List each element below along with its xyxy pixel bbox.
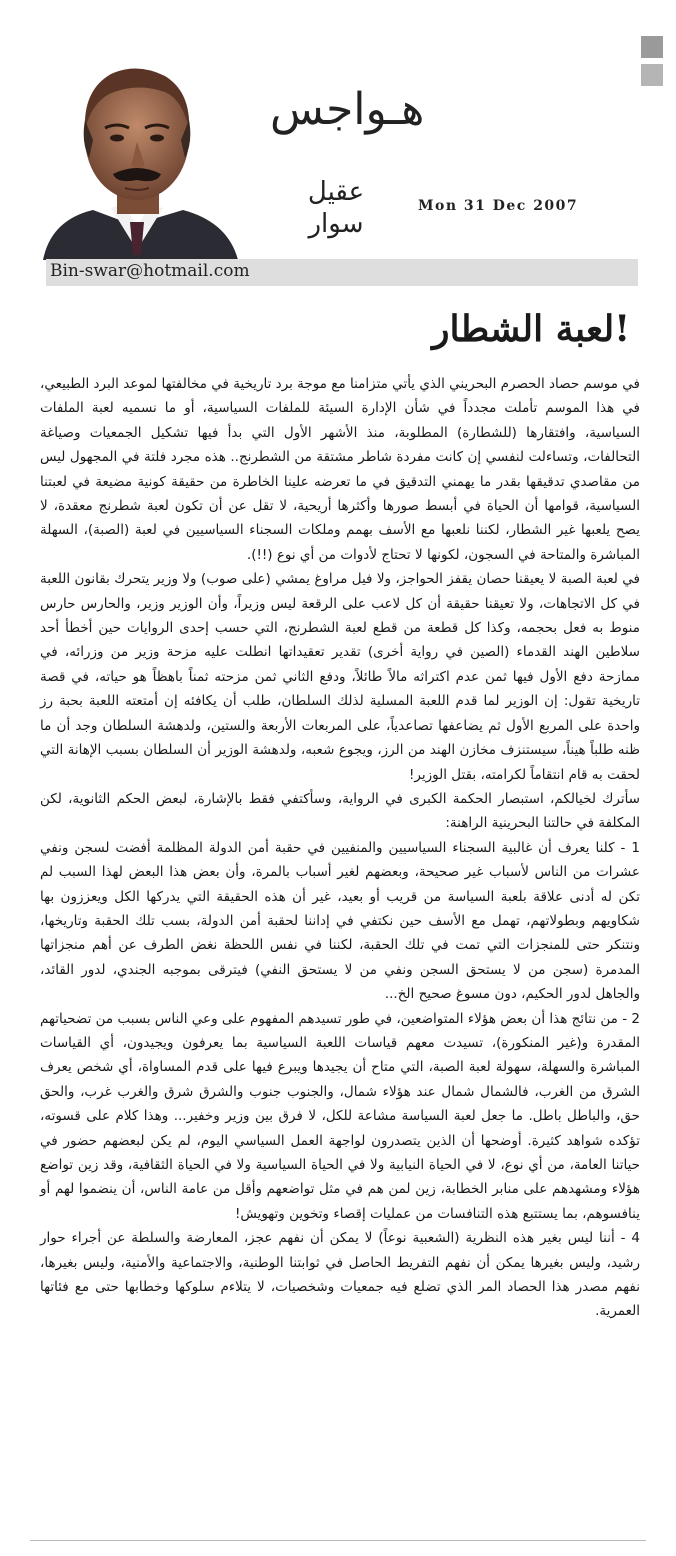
article-body: [40, 372, 640, 1324]
article-paragraph: في لعبة الصبة لا يعيقنا حصان يقفز الحواجز، ولا فيل مراوغ يمشي (على صوب) ولا وزير يتحرك بقانون اللعبة في كل الاتجاهات، ولا تعيقنا حقيقة أن كل لاعب على الرقعة ليس وزيراً، وأن الوزير وزير، والحارس حارس منوط به فعل بحجمه، وكذا كل قطعة من قطع لعبة الشطرنج، التي حسب إحدى الروايات حين أخطأ أحد سلاطين الهند القدماء (الصين في رواية أخرى) تقدير تعقيداتها انطلت عليه مزحة وزير من وزرائه، في ممازحة دفع الأول فيها ثمن عدم اكتراثه مالاً طائلاً، ودفع الثاني ثمن مزحته ثمناً باهظاً هو حياته، في قصة تاريخية تقول: إن الوزير لما قدم اللعبة المسلية لذلك السلطان، طلب أن يكافئه إن أمتعته اللعبة بحبة رز واحدة على المربع الأول ثم يضاعفها تصاعدياً، على المربعات الأربعة والستين، ولدهشة السلطان وجد أن ما ظنه طلباً هيناً، سيستنزف مخازن الهند من الرز، ويجوع شعبه، ولدهشة الوزير أن السلطان بسبب الإهانة التي لحقت به قام انتقاماً لكرامته، بقتل الوزير!: [40, 571, 640, 783]
corner-square-top: [641, 36, 663, 58]
author-name: عقيل سوار: [307, 177, 365, 239]
author-photo: [33, 50, 240, 260]
publication-date: Mon 31 Dec 2007: [418, 198, 579, 214]
article-paragraph: 1 - كلنا يعرف أن غالبية السجناء السياسيين والمنفيين في حقبة أمن الدولة المظلمة أفضت لسجن ونفي عشرات من الناس لأسباب غير صحيحة، وبعضهم لغير أسباب بالمرة، وأن بعض هذا البعض لهذا السبب لم تكن له أدنى علاقة بلعبة السياسة من قريب أو بعيد، غير أن هذه الحقيقة التي يدركها الكل ويعززون بها شكاويهم وبطولاتهم، تهمل مع الأسف حين نكتفي في إداننا لحقبة أمن الدولة، بسب تلك الحقبة وتاريخها، ونتنكر حتى للمنجزات التي تمت في تلك الحقبة، لكننا في نفس اللحظة نغض الطرف عن أهم منجزاتها المدمرة (سجن من لا يستحق السجن ونفي من لا يستحق النفي) فيترقى بموجبه الجندي، لدور القائد، والجاهل لدور الحكيم، دون مسوغ صحيح الخ...: [40, 839, 640, 1003]
article-paragraph: 4 - أننا ليس بغير هذه النظرية (الشعبية نوعاً) لا يمكن أن نفهم عجز، المعارضة والسلطة عن أجراء حوار رشيد، وليس بغيرها يمكن أن نفهم التفريط الحاصل في ثوابتنا الوطنية، والاجتماعية والأمنية، وليس بغيرها، نفهم مصدر هذا الحصاد المر الذي تضلع فيه جمعيات وشخصيات، لا يتلاءم سلوكها وخطابها حتى مع فئاتها العمرية.: [40, 1230, 640, 1320]
article-paragraph: سأترك لخيالكم، استبصار الحكمة الكبرى في الرواية، وسأكتفي فقط بالإشارة، لبعض الحكم الثانوية، لكن المكلفة في حالتنا البحرينية الراهنة:: [40, 790, 640, 832]
article-headline: لعبة الشطار!: [432, 308, 630, 350]
bottom-divider: [30, 1540, 646, 1541]
author-email[interactable]: Bin-swar@hotmail.com: [50, 261, 250, 281]
article-paragraph: في موسم حصاد الحصرم البحريني الذي يأتي متزامنا مع موجة برد تاريخية في مخالفتها لموعد البرد الطبيعي، في هذا الموسم تأملت مجدداً في شأن الإدارة السيئة للملفات السياسية، أو ما نسميه لعبة الملفات السياسية، وافتقارها (للشطارة) المطلوبة، منذ الأشهر الأول التي بدأ فيها تشكيل الجمعيات وصياغة التحالفات، وتساءلت لنفسي إن كانت مفردة شاطر مشتقة من الشطرنج.. هذه مجرد فلتة في المجهول ليس من مقاصدي تدقيقها بقدر ما يهمني التدقيق في ما تعرضه علينا الخاطرة من حقيقة كونية مضيعة في لعبتنا السياسية، قوامها أن الحياة في أبسط صورها وأكثرها أريحية، لا تقل عن أن تكون لعبة شطرنج معقدة، لا يصح يلعبها غير الشطار، لكننا نلعبها مع الأسف بهمم وملكات السجناء السياسيين في لعبة (الصبة)، السهلة المباشرة والمتاحة في السجون، لكونها لا تحتاج لأدوات من أي نوع (!!).: [40, 376, 640, 563]
article-paragraph: 2 - من نتائج هذا أن بعض هؤلاء المتواضعين، في طور تسيدهم المفهوم على وعي الناس بسبب من تضحياتهم المقدرة و(غير المنكورة)، تسيدت معهم قياسات اللعبة السياسية بما يعرفون ويجيدون، أي القياسات المباشرة والسهلة، سهولة لعبة الصبة، التي متاح أن يجيدها ويبرع فيها على قدم المساواة، أي شخص يعرف الشرق من الغرب، فالشمال شمال عند هؤلاء شمال، والجنوب جنوب والشرق شرق والغرب غرب، والحق حق، والباطل باطل. ما جعل لعبة السياسة مشاعة للكل، لا فرق بين وزير وخفير... وهذا كلام على قسوته، تؤكده شواهد كثيرة. أوضحها أن الذين يتصدرون لواجهة العمل السياسي اليوم، لم يكن لبعضهم حضور في حياتنا العامة، من أي نوع، لا في الحياة النيابية ولا في الحياة السياسية ولا في الحياة الثقافية، وقد زين تواضع هؤلاء ومشهدهم على منابر الخطابة، زين لمن هم في مثل تواضعهم وأقل من عامة الناس، أن ينضموا لهم أو ينافسوهم، بما يستتبع هذه التنافسات من عمليات إقصاء وتخوين وتهويش!: [40, 1010, 640, 1222]
corner-square-bottom: [641, 64, 663, 86]
column-title: هـواجس: [270, 84, 425, 135]
email-bar: [46, 259, 638, 286]
